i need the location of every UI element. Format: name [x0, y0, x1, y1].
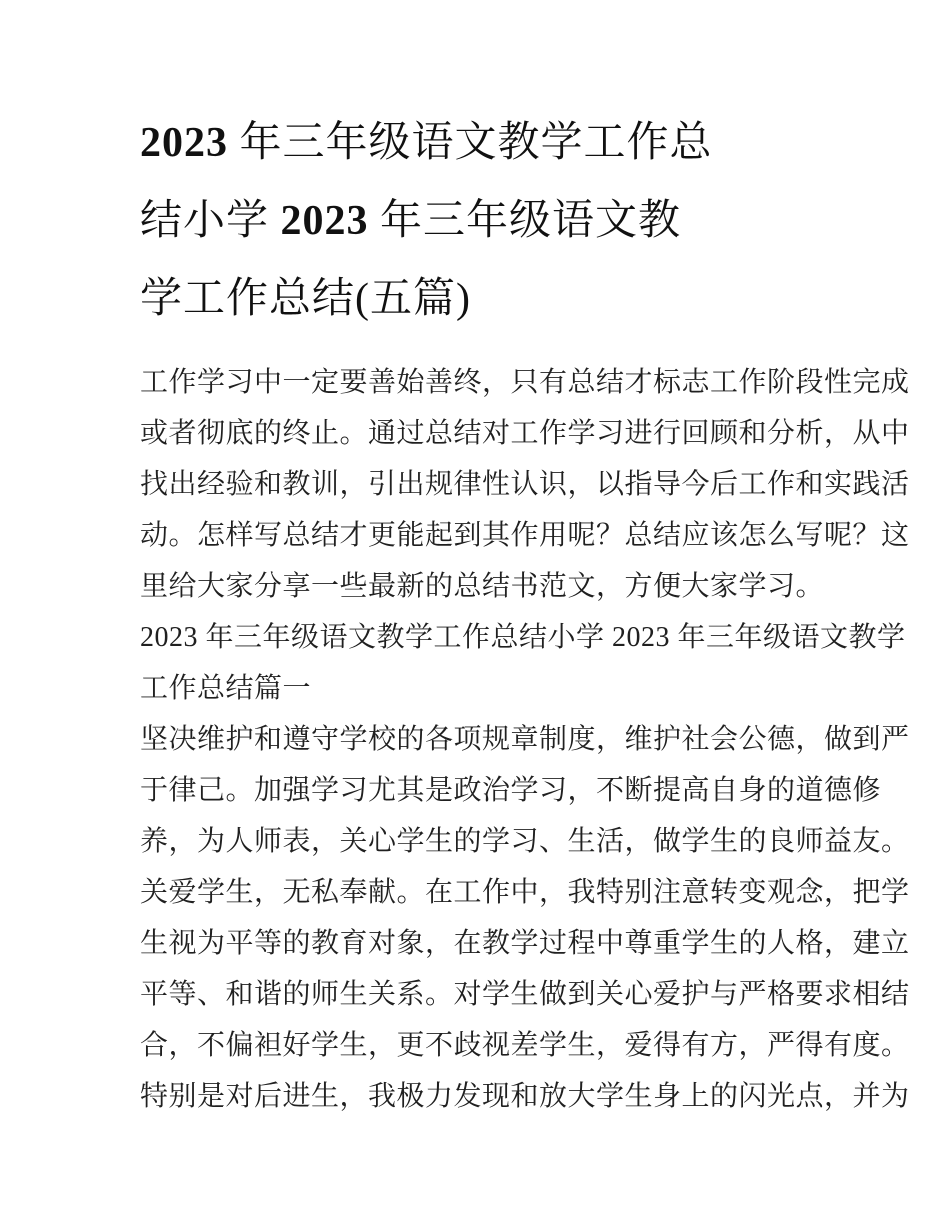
title-segment: 年三年级语文教: [368, 198, 682, 244]
title-segment: 学工作总结(五篇): [140, 276, 471, 322]
body-line: 2023 年三年级语文教学工作总结小学 2023 年三年级语文教学: [140, 622, 906, 653]
title-line: [140, 104, 830, 182]
title-segment: 结小学: [140, 198, 281, 244]
body-line: 养，为人师表，关心学生的学习、生活，做学生的良师益友。: [140, 826, 910, 857]
body-line: 于律己。加强学习尤其是政治学习，不断提高自身的道德修: [140, 775, 882, 806]
body-line: 关爱学生，无私奉献。在工作中，我特别注意转变观念，把学: [140, 877, 910, 908]
body-line: 生视为平等的教育对象，在教学过程中尊重学生的人格，建立: [140, 928, 910, 959]
body-line: 或者彻底的终止。通过总结对工作学习进行回顾和分析，从中: [140, 418, 910, 449]
title-line: [140, 260, 830, 338]
body-line: 特别是对后进生，我极力发现和放大学生身上的闪光点，并为: [140, 1081, 910, 1112]
body-line: 找出经验和教训，引出规律性认识，以指导今后工作和实践活: [140, 469, 910, 500]
title-segment-bold: 2023: [280, 198, 369, 244]
body-line: 坚决维护和遵守学校的各项规章制度，维护社会公德，做到严: [140, 724, 910, 755]
body-line: 工作总结篇一: [140, 673, 312, 704]
body-line: 平等、和谐的师生关系。对学生做到关心爱护与严格要求相结: [140, 979, 910, 1010]
body-line: 合，不偏袒好学生，更不歧视差学生，爱得有方，严得有度。: [140, 1030, 910, 1061]
document-body: [140, 357, 910, 1122]
body-line: 里给大家分享一些最新的总结书范文，方便大家学习。: [140, 571, 825, 602]
document-title: [140, 104, 830, 338]
title-line: [140, 182, 830, 260]
body-line: 工作学习中一定要善始善终，只有总结才标志工作阶段性完成: [140, 367, 910, 398]
title-segment-bold: 2023: [140, 120, 228, 166]
title-segment: 年三年级语文教学工作总: [228, 120, 713, 166]
body-line: 动。怎样写总结才更能起到其作用呢？总结应该怎么写呢？这: [140, 520, 910, 551]
